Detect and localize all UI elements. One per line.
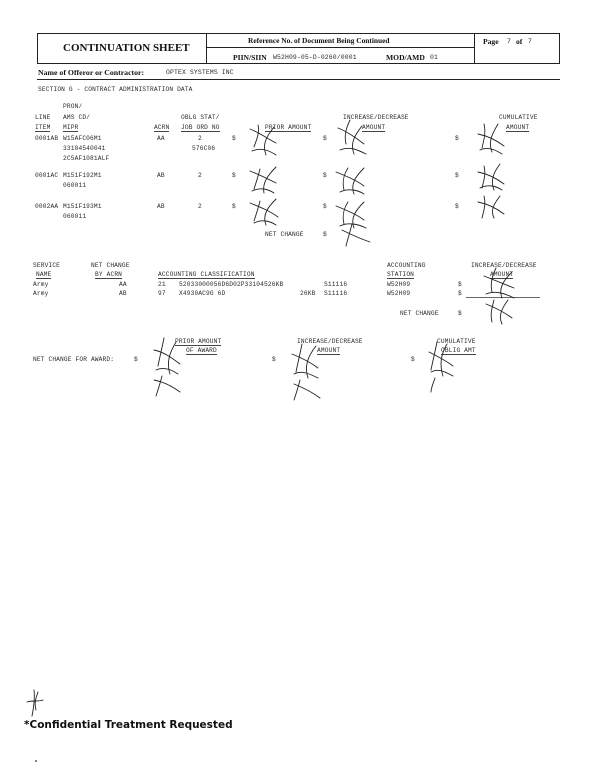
redaction-scribble-icon <box>330 118 375 248</box>
reference-title: Reference No. of Document Being Continued <box>248 36 390 45</box>
col-incdec-header: INCREASE/DECREASE <box>343 114 409 121</box>
col-line-header: ITEM <box>35 124 51 131</box>
service-name: Army <box>33 290 49 297</box>
col-incdec-header: AMOUNT <box>490 271 514 278</box>
redaction-scribble-icon <box>288 342 328 402</box>
confidential-note: *Confidential Treatment Requested <box>24 719 233 731</box>
redaction-scribble-icon <box>474 120 514 220</box>
currency-symbol: $ <box>232 135 236 142</box>
acct-code: S11116 <box>324 281 348 288</box>
line-item-number: 0001AC <box>35 172 59 179</box>
col-incdec-header: INCREASE/DECREASE <box>471 262 537 269</box>
job-order-value: 576C06 <box>192 145 216 152</box>
mod-value: 01 <box>430 54 438 61</box>
oblg-stat-value: 2 <box>198 172 202 179</box>
offeror-rule <box>37 79 560 80</box>
acrn-value: AB <box>157 203 165 210</box>
page-of-label: of <box>516 37 523 46</box>
confidential-mark-icon <box>24 688 46 718</box>
pron-value: M151F193M1 <box>63 203 102 210</box>
currency-symbol: $ <box>232 203 236 210</box>
currency-symbol: $ <box>323 231 327 238</box>
net-change-label: NET CHANGE <box>400 310 439 317</box>
line-item-number: 0001AB <box>35 135 59 142</box>
col-pron-header: AMS CD/ <box>63 114 91 121</box>
award-incdec-header: INCREASE/DECREASE <box>297 338 363 345</box>
acrn-value: AB <box>157 172 165 179</box>
net-change-award-label: NET CHANGE FOR AWARD: <box>33 356 115 363</box>
col-cum-header: AMOUNT <box>506 124 530 131</box>
redaction-scribble-icon <box>150 336 190 398</box>
col-service-header: SERVICE <box>33 262 61 269</box>
mod-label: MOD/AMD <box>386 53 425 62</box>
acct-classification: 52033000056D6D02P33104526KB <box>179 281 284 288</box>
oblg-stat-value: 2 <box>198 203 202 210</box>
page-number: 7 <box>507 38 511 45</box>
currency-symbol: $ <box>455 203 459 210</box>
acrn-value: AA <box>119 281 127 288</box>
currency-symbol: $ <box>323 203 327 210</box>
award-cum-header: OBLIG AMT <box>441 347 476 354</box>
col-oblg-header: JOB ORD NO <box>181 124 220 131</box>
col-station-header: STATION <box>387 271 415 278</box>
col-line-header: LINE <box>35 114 51 121</box>
page-label: Page <box>483 37 499 46</box>
redaction-scribble-icon <box>246 121 286 231</box>
acct-number: 97 <box>158 290 166 297</box>
currency-symbol: $ <box>455 135 459 142</box>
page-total: 7 <box>528 38 532 45</box>
header-divider <box>474 33 475 64</box>
acrn-value: AA <box>157 135 165 142</box>
col-pron-header: PRON/ <box>63 103 83 110</box>
currency-symbol: $ <box>323 135 327 142</box>
pron-value: 33104540041 <box>63 145 106 152</box>
acct-extra: 26KB <box>300 290 316 297</box>
award-prior-header: OF AWARD <box>186 347 217 354</box>
col-net-header: NET CHANGE <box>91 262 130 269</box>
acct-classification: X4930AC9G 6D <box>179 290 226 297</box>
header-divider <box>206 33 207 64</box>
line-item-number: 0002AA <box>35 203 59 210</box>
col-acct-header: ACCOUNTING CLASSIFICATION <box>158 271 255 278</box>
col-incdec-header: AMOUNT <box>362 124 386 131</box>
pron-value: 2C5AF1081ALF <box>63 155 110 162</box>
piin-value: W52H09-05-D-0260/0001 <box>273 54 357 61</box>
currency-symbol: $ <box>272 356 276 363</box>
col-service-header: NAME <box>36 271 52 278</box>
currency-symbol: $ <box>458 310 462 317</box>
section-title: SECTION G - CONTRACT ADMINISTRATION DATA <box>38 86 193 93</box>
acct-code: S11116 <box>324 290 348 297</box>
col-net-header: BY ACRN <box>95 271 123 278</box>
currency-symbol: $ <box>411 356 415 363</box>
service-name: Army <box>33 281 49 288</box>
pron-value: 060011 <box>63 182 87 189</box>
pron-value: W15AFC06M1 <box>63 135 102 142</box>
currency-symbol: $ <box>232 172 236 179</box>
currency-symbol: $ <box>458 281 462 288</box>
col-prior-header: PRIOR AMOUNT <box>265 124 312 131</box>
col-acrn-header: ACRN <box>154 124 170 131</box>
award-cum-header: CUMULATIVE <box>437 338 476 345</box>
currency-symbol: $ <box>323 172 327 179</box>
offeror-value: OPTEX SYSTEMS INC <box>166 69 234 76</box>
station-value: W52H09 <box>387 290 411 297</box>
header-divider <box>206 47 474 48</box>
pron-value: M151F192M1 <box>63 172 102 179</box>
currency-symbol: $ <box>458 290 462 297</box>
col-oblg-header: OBLG STAT/ <box>181 114 220 121</box>
award-incdec-header: AMOUNT <box>317 347 341 354</box>
piin-label: PIIN/SIIN <box>233 53 267 62</box>
offeror-label: Name of Offeror or Contractor: <box>38 68 145 77</box>
net-change-label: NET CHANGE <box>265 231 304 238</box>
oblg-stat-value: 2 <box>198 135 202 142</box>
acrn-value: AB <box>119 290 127 297</box>
speck <box>35 760 37 762</box>
currency-symbol: $ <box>455 172 459 179</box>
acct-number: 21 <box>158 281 166 288</box>
pron-value: 060011 <box>63 213 87 220</box>
col-station-header: ACCOUNTING <box>387 262 426 269</box>
redaction-scribble-icon <box>425 340 461 392</box>
col-cum-header: CUMULATIVE <box>499 114 538 121</box>
sheet-title: CONTINUATION SHEET <box>63 42 190 54</box>
award-prior-header: PRIOR AMOUNT <box>175 338 222 345</box>
currency-symbol: $ <box>134 356 138 363</box>
col-pron-header: MIPR <box>63 124 79 131</box>
station-value: W52H09 <box>387 281 411 288</box>
redaction-scribble-icon <box>478 266 520 326</box>
